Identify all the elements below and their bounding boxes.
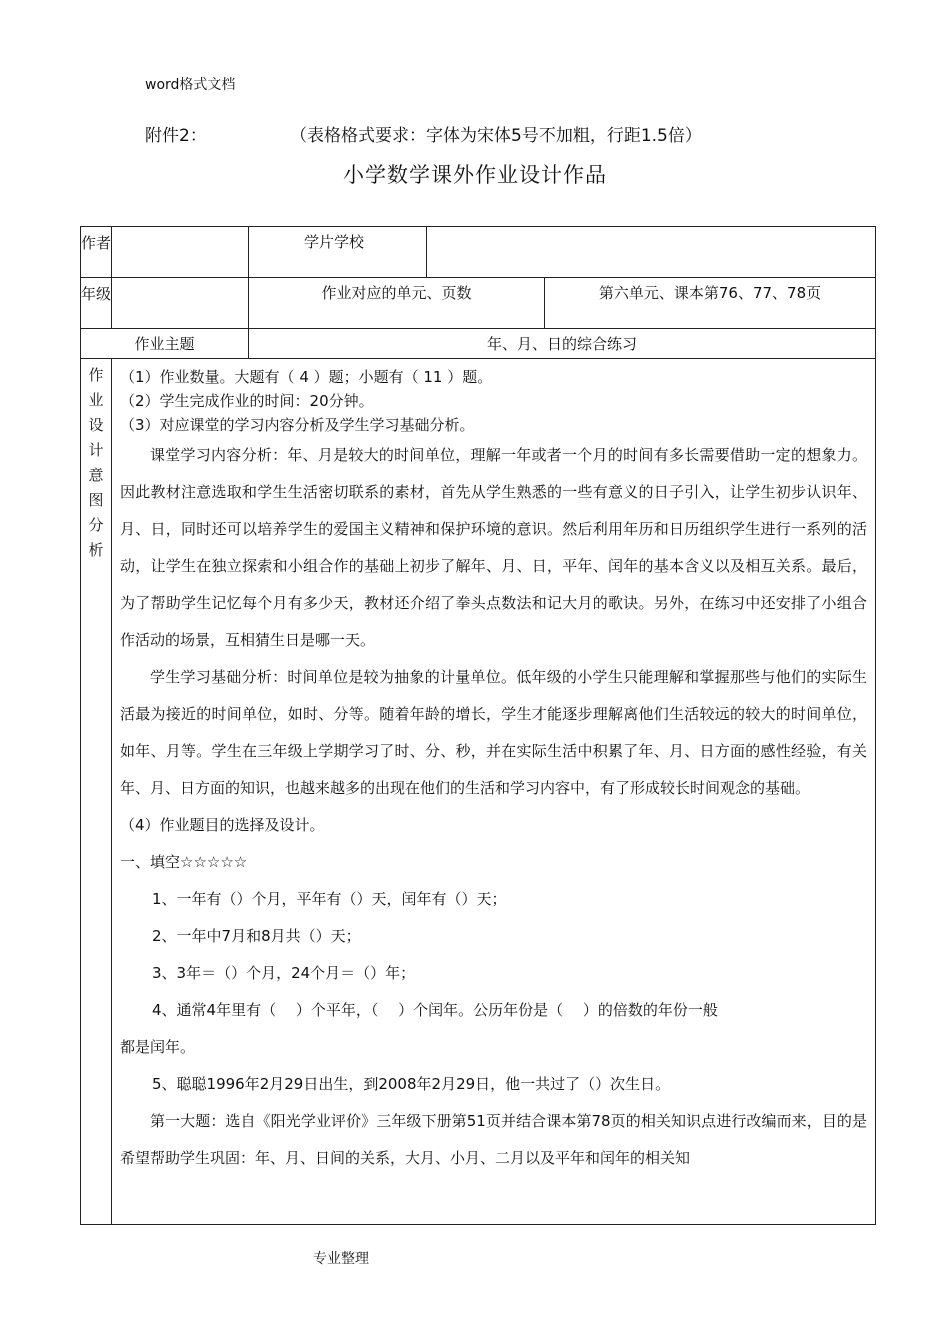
section-heading: 一、填空☆☆☆☆☆ — [120, 853, 248, 871]
question-2: 2、一年中7月和8月共（）天； — [152, 927, 361, 945]
question-1: 1、一年有（）个月，平年有（）天，闰年有（）天； — [152, 890, 507, 908]
theme-value: 年、月、日的综合练习 — [249, 329, 876, 359]
content-line-2: （2）学生完成作业的时间：20分钟。 — [120, 392, 374, 410]
content-paragraph-3: 第一大题：选自《阳光学业评价》三年级下册第51页并结合课本第78页的相关知识点进行改编而来，目的是希望帮助学生巩固：年、月、日间的关系，大月、小月、二月以及平年和闰年的相关知 — [120, 1112, 867, 1167]
content-line-3: （3）对应课堂的学习内容分析及学生学习基础分析。 — [120, 416, 475, 434]
document-title: 小学数学课外作业设计作品 — [343, 163, 607, 187]
format-requirement: （表格格式要求：字体为宋体5号不加粗，行距1.5倍） — [290, 126, 702, 146]
page-header: word格式文档 — [145, 77, 236, 93]
school-value[interactable] — [427, 227, 876, 278]
analysis-content — [112, 359, 876, 1225]
analysis-label: 作业设计意图分析 — [81, 359, 112, 1225]
question-5: 5、聪聪1996年2月29日出生，到2008年2月29日，他一共过了（）次生日。 — [152, 1075, 671, 1093]
question-4: 4、通常4年里有（ ）个平年，（ ）个闰年。公历年份是（ ）的倍数的年份一般 — [152, 1001, 718, 1019]
grade-label: 年级 — [81, 278, 112, 329]
grade-value[interactable] — [112, 278, 249, 329]
content-paragraph-2: 学生学习基础分析：时间单位是较为抽象的计量单位。低年级的小学生只能理解和掌握那些与他们的实际生活最为接近的时间单位，如时、分等。随着年龄的增长，学生才能逐步理解离他们生活较远的较大的时间单位，如年、月等。学生在三年级上学期学习了时、分、秒，并在实际生活中积累了年、月、日方面的感性经验，有关年、月、日方面的知识，也越来越多的出现在他们的生活和学习内容中，有了形成较长时间观念的基础。 — [120, 668, 867, 797]
question-4-continued: 都是闰年。 — [120, 1038, 196, 1056]
assignment-table — [80, 226, 876, 1225]
content-paragraph-1: 课堂学习内容分析：年、月是较大的时间单位，理解一年或者一个月的时间有多长需要借助一定的想象力。因此教材注意选取和学生生活密切联系的素材，首先从学生熟悉的一些有意义的日子引入，让学生初步认识年、月、日，同时还可以培养学生的爱国主义精神和保护环境的意识。然后利用年历和日历组织学生进行一系列的活动，让学生在独立探索和小组合作的基础上初步了解年、月、日，平年、闰年的基本含义以及相互关系。最后，为了帮助学生记忆每个月有多少天，教材还介绍了拳头点数法和记大月的歌诀。另外，在练习中还安排了小组合作活动的场景，互相猜生日是哪一天。 — [120, 446, 867, 649]
content-line-4: （4）作业题目的选择及设计。 — [120, 816, 325, 834]
question-3: 3、3年＝（）个月，24个月＝（）年； — [152, 964, 416, 982]
school-label: 学片学校 — [249, 227, 427, 278]
author-value[interactable] — [112, 227, 249, 278]
attachment-label: 附件2： — [145, 126, 207, 146]
unit-label: 作业对应的单元、页数 — [249, 278, 545, 329]
author-label: 作者 — [81, 227, 112, 278]
content-line-1: （1）作业数量。大题有（ 4 ）题；小题有（ 11 ）题。 — [120, 368, 493, 386]
unit-value: 第六单元、课本第76、77、78页 — [545, 278, 876, 329]
theme-label: 作业主题 — [81, 329, 249, 359]
page-footer: 专业整理 — [313, 1251, 369, 1267]
